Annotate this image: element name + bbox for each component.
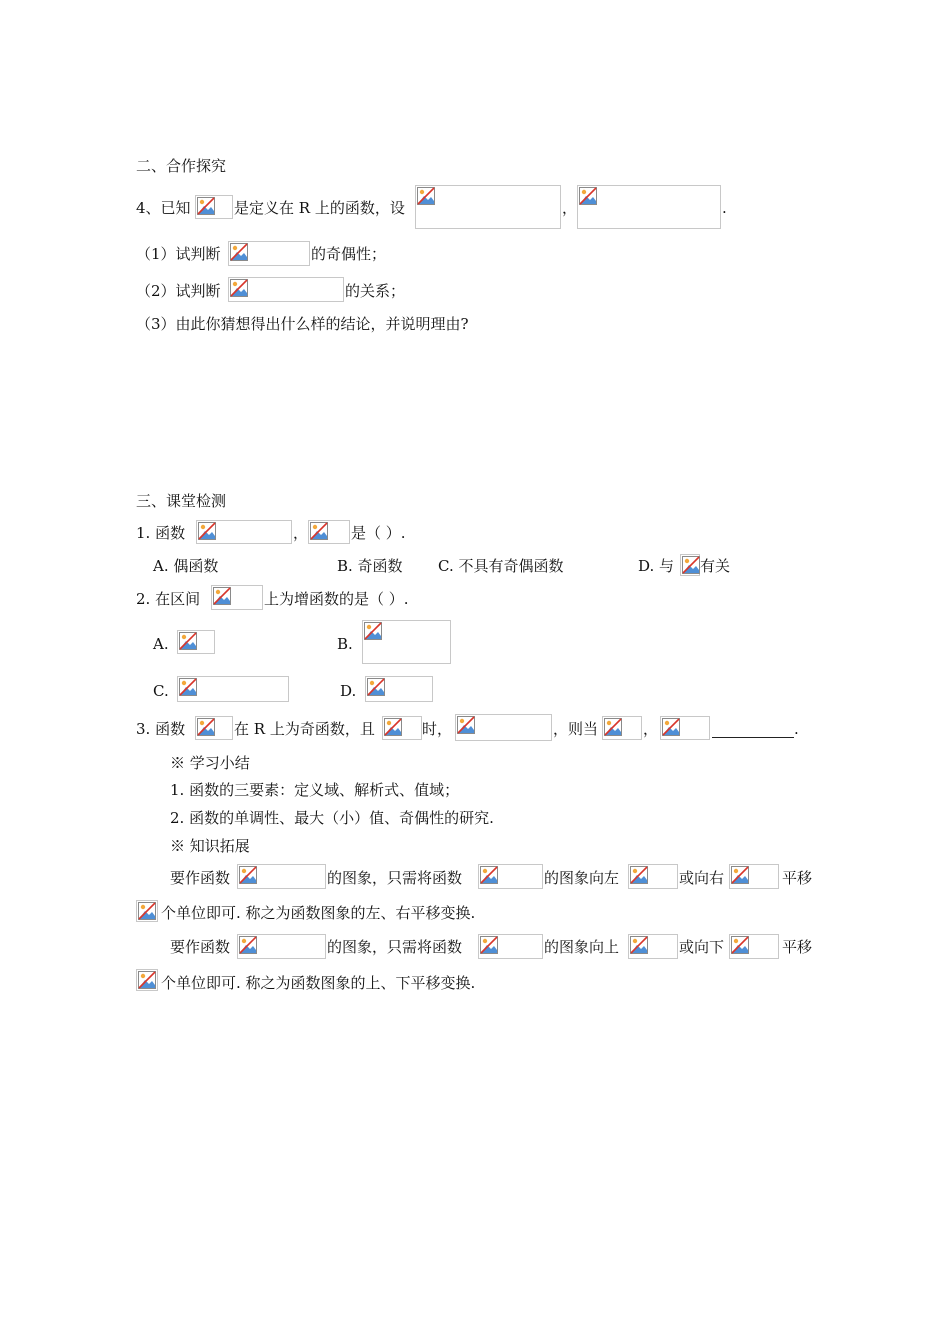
ext-p2-b: 的图象，只需将函数: [327, 938, 463, 956]
formula-image: [195, 716, 233, 740]
formula-image: [729, 864, 779, 889]
broken-image-icon: [229, 242, 249, 262]
q3-mid1: 在 R 上为奇函数，且: [234, 720, 375, 738]
q1-suffix: 是（ ）.: [351, 524, 406, 542]
broken-image-icon: [212, 586, 232, 606]
formula-image: [195, 195, 233, 219]
formula-image: [577, 185, 721, 229]
formula-image: [237, 864, 326, 889]
formula-image: [362, 620, 451, 664]
broken-image-icon: [681, 555, 701, 575]
q1-option-c: C. 不具有奇偶函数: [438, 557, 564, 575]
broken-image-icon: [197, 521, 217, 541]
q2-suffix: 上为增函数的是（ ）.: [264, 590, 409, 608]
q1-option-d-suffix: 有关: [700, 557, 731, 575]
broken-image-icon: [416, 186, 436, 206]
formula-image: [602, 716, 642, 740]
q4-part3: （3）由此你猜想得出什么样的结论，并说明理由?: [136, 315, 469, 333]
broken-image-icon: [366, 677, 386, 697]
broken-image-icon: [309, 521, 329, 541]
formula-image: [177, 676, 289, 702]
formula-image: [211, 585, 263, 610]
ext-p1-d: 或向右: [679, 869, 725, 887]
formula-image: [177, 630, 215, 654]
formula-image: [136, 900, 158, 922]
section-2-title: 二、合作探究: [136, 157, 227, 175]
broken-image-icon: [137, 970, 157, 990]
q1-option-a: A. 偶函数: [153, 557, 219, 575]
ext-p2-f: 个单位即可. 称之为函数图象的上、下平移变换.: [161, 974, 476, 992]
q3-comma: ，: [643, 720, 659, 738]
formula-image: [628, 864, 678, 889]
q3-end: .: [794, 720, 799, 738]
formula-image: [365, 676, 433, 702]
q1-prefix: 1. 函数: [136, 524, 186, 542]
ext-p2-d: 或向下: [679, 938, 725, 956]
ext-p2-a: 要作函数: [170, 938, 231, 956]
ext-p1-a: 要作函数: [170, 869, 231, 887]
broken-image-icon: [363, 621, 383, 641]
broken-image-icon: [578, 186, 598, 206]
broken-image-icon: [196, 196, 216, 216]
q4-comma: ，: [562, 199, 578, 217]
formula-image: [196, 520, 292, 544]
q4-mid: 是定义在 R 上的函数，设: [234, 199, 405, 217]
q3-mid2: 时，: [422, 720, 453, 738]
q4-part1-suffix: 的奇偶性；: [311, 245, 387, 263]
broken-image-icon: [178, 677, 198, 697]
broken-image-icon: [629, 935, 649, 955]
broken-image-icon: [603, 717, 623, 737]
extension-title: ※ 知识拓展: [170, 837, 250, 855]
ext-p1-b: 的图象，只需将函数: [327, 869, 463, 887]
ext-p1-f: 个单位即可. 称之为函数图象的左、右平移变换.: [161, 904, 476, 922]
broken-image-icon: [730, 865, 750, 885]
q1-comma: ，: [293, 524, 309, 542]
q2-option-d: D.: [340, 682, 357, 700]
q1-option-d-prefix: D. 与: [638, 557, 675, 575]
q4-part2-prefix: （2）试判断: [136, 282, 221, 300]
ext-p2-e: 平移: [782, 938, 813, 956]
formula-image: [228, 241, 310, 266]
formula-image: [136, 969, 158, 991]
broken-image-icon: [629, 865, 649, 885]
answer-blank: [712, 737, 794, 738]
section-3-title: 三、课堂检测: [136, 492, 227, 510]
formula-image: [382, 716, 422, 740]
q4-prefix: 4、已知: [136, 199, 191, 217]
formula-image: [308, 520, 350, 544]
q1-option-b: B. 奇函数: [337, 557, 403, 575]
broken-image-icon: [238, 865, 258, 885]
formula-image: [455, 714, 552, 741]
q2-option-c: C.: [153, 682, 169, 700]
ext-p2-c: 的图象向上: [544, 938, 620, 956]
formula-image: [228, 277, 344, 302]
broken-image-icon: [479, 865, 499, 885]
formula-image: [680, 554, 700, 576]
q4-part2-suffix: 的关系；: [345, 282, 406, 300]
q3-mid3: ，则当: [553, 720, 599, 738]
broken-image-icon: [229, 278, 249, 298]
broken-image-icon: [479, 935, 499, 955]
broken-image-icon: [730, 935, 750, 955]
formula-image: [660, 716, 710, 740]
formula-image: [237, 934, 326, 959]
formula-image: [478, 934, 543, 959]
broken-image-icon: [661, 717, 681, 737]
ext-p1-c: 的图象向左: [544, 869, 620, 887]
formula-image: [478, 864, 543, 889]
q4-part1-prefix: （1）试判断: [136, 245, 221, 263]
q2-prefix: 2. 在区间: [136, 590, 201, 608]
q3-prefix: 3. 函数: [136, 720, 186, 738]
broken-image-icon: [456, 715, 476, 735]
formula-image: [729, 934, 779, 959]
summary-item-2: 2. 函数的单调性、最大（小）值、奇偶性的研究.: [170, 809, 494, 827]
summary-title: ※ 学习小结: [170, 754, 250, 772]
broken-image-icon: [137, 901, 157, 921]
q2-option-b: B.: [337, 635, 353, 653]
formula-image: [628, 934, 678, 959]
summary-item-1: 1. 函数的三要素：定义域、解析式、值域；: [170, 781, 460, 799]
ext-p1-e: 平移: [782, 869, 813, 887]
broken-image-icon: [178, 631, 198, 651]
broken-image-icon: [196, 717, 216, 737]
q4-end: .: [722, 199, 727, 217]
q2-option-a: A.: [153, 635, 169, 653]
formula-image: [415, 185, 561, 229]
broken-image-icon: [238, 935, 258, 955]
broken-image-icon: [383, 717, 403, 737]
